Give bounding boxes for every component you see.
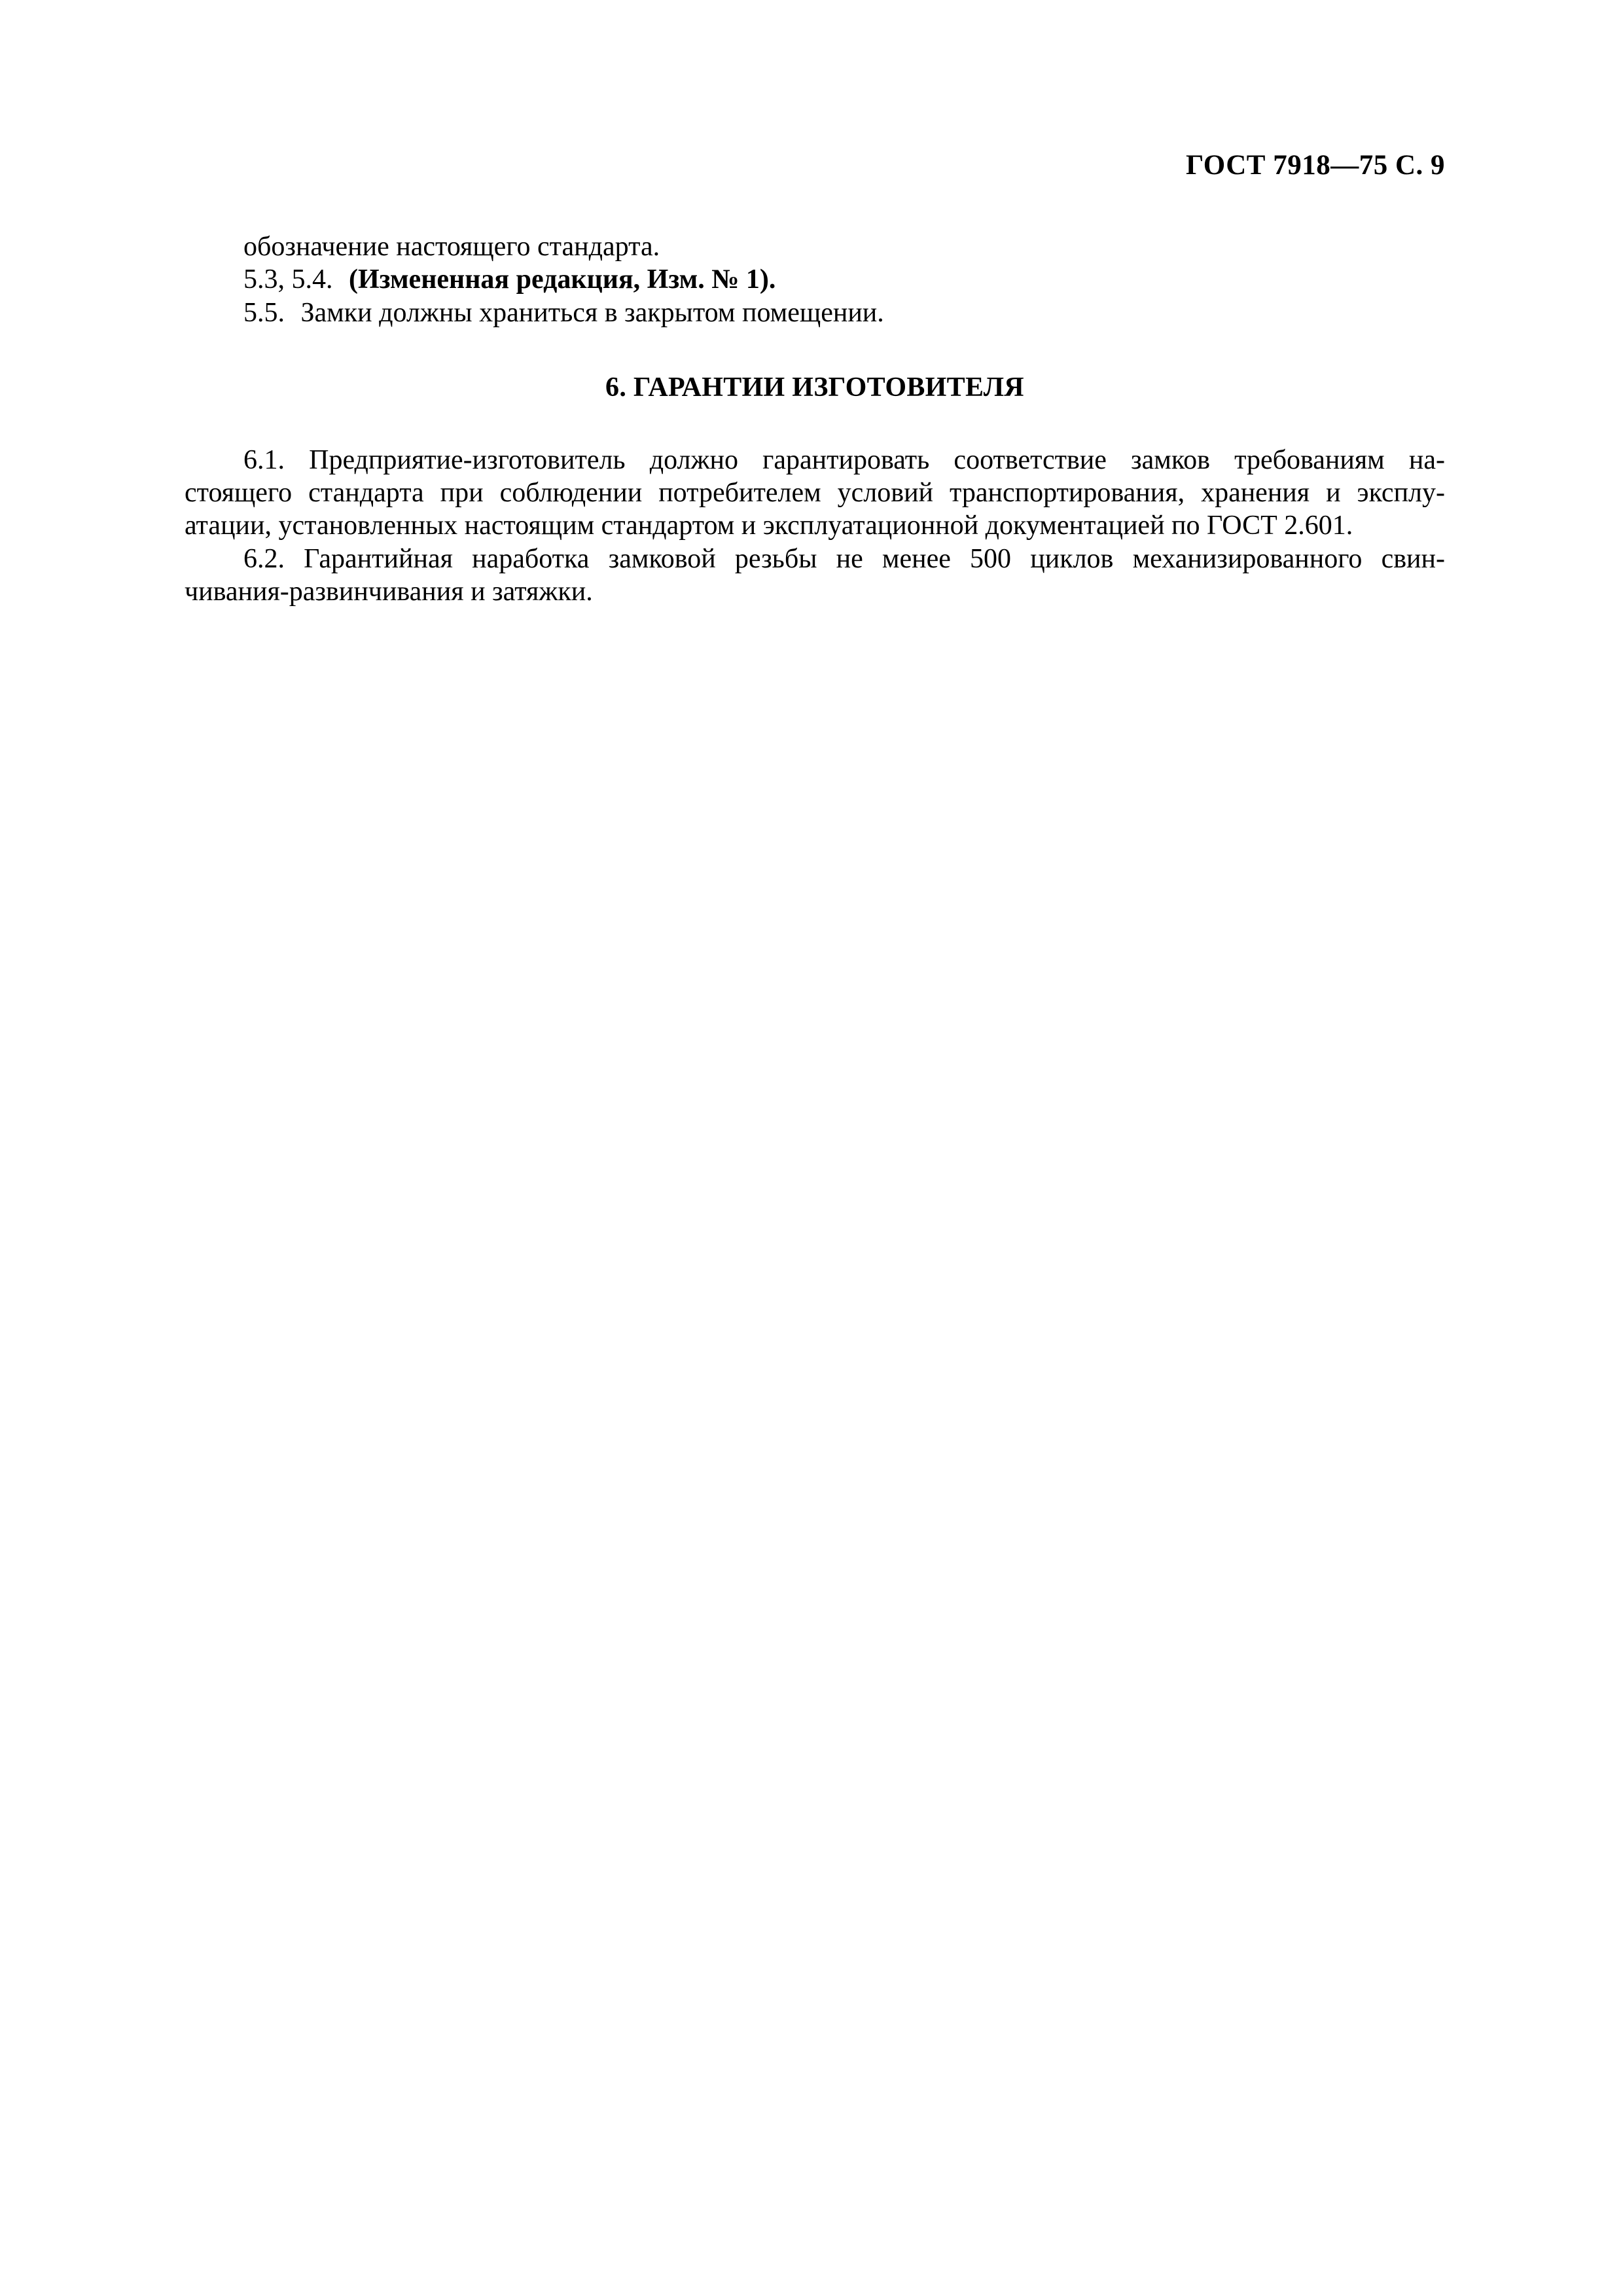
document-body	[185, 230, 1445, 609]
item-6-2	[185, 543, 1445, 609]
item-5-5	[185, 296, 1445, 329]
item-number: 5.3, 5.4.	[243, 264, 333, 295]
section-title: 6. ГАРАНТИИ ИЗГОТОВИТЕЛЯ	[605, 372, 1024, 403]
paragraph-line: 6.2. Гарантийная наработка замковой резьбы не менее 500 циклов механизированного свин-	[243, 543, 1445, 574]
amendment-note: (Измененная редакция, Изм. № 1).	[349, 264, 776, 295]
item-5-3-5-4	[185, 263, 1445, 296]
item-6-1	[185, 444, 1445, 543]
continued-line: обозначение настоящего стандарта.	[243, 232, 660, 262]
running-header: ГОСТ 7918—75 С. 9	[1185, 150, 1445, 181]
paragraph-line: 6.1. Предприятие-изготовитель должно гарантировать соответствие замков требованиям на-	[243, 444, 1445, 475]
paragraph-line: атации, установленных настоящим стандартом и эксплуатационной документацией по ГОСТ 2.601.	[185, 511, 1353, 541]
item-number: 5.5.	[243, 297, 285, 328]
paragraph-line: стоящего стандарта при соблюдении потребителем условий транспортирования, хранения и эксплу-	[185, 477, 1445, 508]
paragraph-line: чивания-развинчивания и затяжки.	[185, 577, 593, 607]
item-text: Замки должны храниться в закрытом помещении.	[300, 297, 884, 328]
